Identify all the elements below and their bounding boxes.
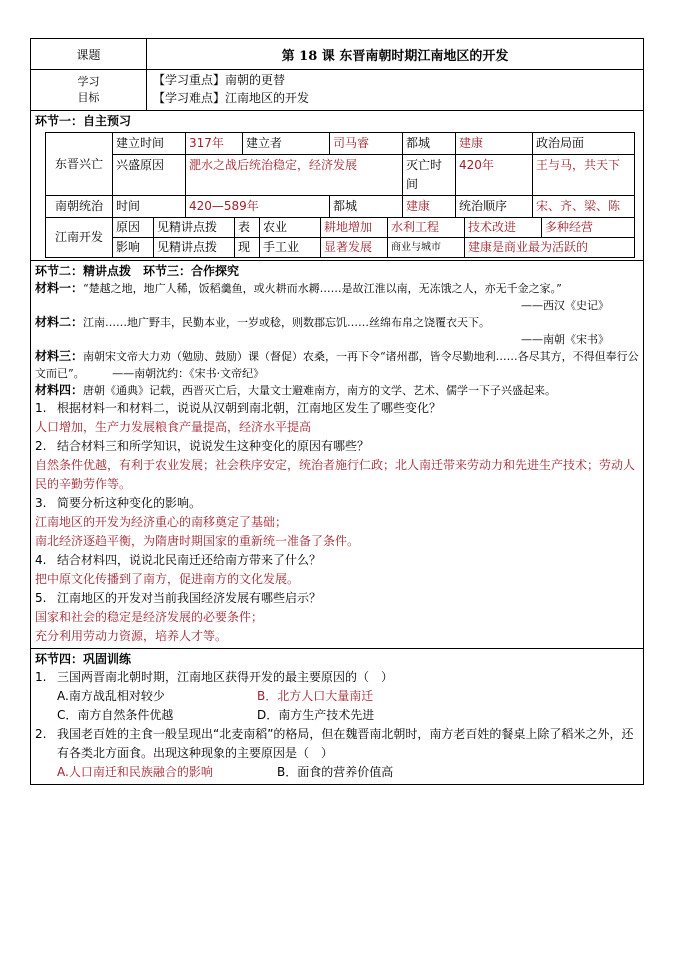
goals-label <box>31 70 147 110</box>
question-1 <box>35 399 639 418</box>
founder-label: 建立者 <box>243 133 330 155</box>
question-2 <box>35 437 639 456</box>
m4-tag: 材料四： <box>35 383 84 397</box>
answer-5-line1: 国家和社会的稳定是经济发展的必要条件； <box>35 610 264 624</box>
est-time: 317年 <box>186 133 243 155</box>
m3-text: 南朝宋文帝大力劝（勉励、鼓励）课（督促）农桑，一再下令“诸州郡，皆令尽勤地利……各尽其方，不得但奉行公文而已”。 ——南朝沈约：《宋书·文帝纪》 <box>35 350 639 380</box>
impact-label: 影响 <box>113 238 154 257</box>
key-point <box>153 71 637 89</box>
agri-2: 水利工程 <box>388 218 465 237</box>
capital: 建康 <box>456 133 533 155</box>
e2-text: 我国老百姓的主食一般呈现出“北麦南稻”的格局，但在魏晋南北朝时，南方老百姓的餐桌上除了稻米之外，还有各类北方面食。出现这种现象的主要原因是（ ） <box>57 727 634 760</box>
e2-option-b: B．面食的营养价值高 <box>277 765 394 779</box>
q4-text: 结合材料四，说说北民南迁还给南方带来了什么？ <box>57 553 322 567</box>
q2-text: 结合材料三和所学知识，说说发生这种变化的原因有哪些？ <box>57 439 370 453</box>
xian: 现 <box>235 238 260 257</box>
nc-capital-label: 都城 <box>330 196 403 218</box>
q2-num: 2. <box>35 439 47 453</box>
material-3 <box>35 348 639 382</box>
est-time-label: 建立时间 <box>113 133 186 155</box>
topic-label: 课题 <box>31 39 147 69</box>
order: 宋、齐、梁、陈 <box>533 196 635 218</box>
section-1-title: 环节一：自主预习 <box>35 114 132 128</box>
m1-text: “楚越之地，地广人稀，饭稻羹鱼，或火耕而水耨……是故江淮以南，无冻饿之人，亦无千金之家。” <box>83 282 562 295</box>
material-4 <box>35 382 639 399</box>
section-4-title: 环节四：巩固训练 <box>35 652 132 666</box>
m1-tag: 材料一： <box>35 281 84 295</box>
exercise-2-options <box>35 763 639 782</box>
rise-label: 兴盛原因 <box>113 155 186 196</box>
goals-label-line2: 目标 <box>77 91 100 104</box>
agri-4: 多种经营 <box>545 220 594 234</box>
goals-label-line1: 学习 <box>77 75 100 88</box>
material-2 <box>35 314 639 331</box>
answer-3-line1: 江南地区的开发为经济重心的南移奠定了基础； <box>35 515 288 529</box>
comm-text: 建康是商业最为活跃的 <box>468 240 589 254</box>
time: 420—589年 <box>186 196 330 218</box>
hand: 手工业 <box>260 238 321 257</box>
question-5 <box>35 589 639 608</box>
e1-option-d: D．南方生产技术先进 <box>257 708 375 722</box>
goals-row <box>31 70 643 111</box>
key-tag: 【学习重点】 <box>153 73 226 87</box>
pol-label: 政治局面 <box>533 133 635 155</box>
q4-num: 4. <box>35 553 47 567</box>
nc-label: 南朝统治 <box>46 196 113 218</box>
reason-label: 原因 <box>113 218 154 237</box>
q1-num: 1. <box>35 401 47 415</box>
material-1 <box>35 280 639 297</box>
fall: 420年 <box>456 155 533 196</box>
exercise-1 <box>35 668 639 687</box>
time-label: 时间 <box>113 196 186 218</box>
order-label: 统治顺序 <box>456 196 533 218</box>
question-4 <box>35 551 639 570</box>
e1-option-b: B．北方人口大量南迁 <box>257 689 374 703</box>
see1: 见精讲点拨 <box>154 218 235 237</box>
difficulty <box>153 89 637 107</box>
section-23 <box>31 261 643 649</box>
agri-1: 耕地增加 <box>321 218 388 237</box>
agri: 农业 <box>260 218 321 237</box>
e1-num: 1. <box>35 670 47 684</box>
e2-num: 2. <box>35 727 47 741</box>
pol: 王与马，共天下 <box>533 155 635 196</box>
e1-text: 三国两晋南北朝时期，江南地区获得开发的最主要原因的（ ） <box>57 670 394 684</box>
q5-text: 江南地区的开发对当前我国经济发展有哪些启示？ <box>57 591 322 605</box>
exercise-2 <box>35 725 639 763</box>
see2: 见精讲点拨 <box>154 238 235 257</box>
e1-option-c: C．南方自然条件优越 <box>57 708 174 722</box>
capital-label: 都城 <box>403 133 456 155</box>
rise: 淝水之战后统治稳定，经济发展 <box>186 155 403 196</box>
q3-num: 3. <box>35 496 47 510</box>
goals-content <box>147 70 643 110</box>
m2-text: 江南……地广野丰，民勤本业，一岁或稔，则数郡忘饥……丝绵布帛之饶覆衣天下。 <box>83 316 491 329</box>
biao: 表 <box>235 218 260 237</box>
lesson-sheet <box>30 38 644 785</box>
e2-option-a: A.人口南迁和民族融合的影响 <box>57 765 213 779</box>
answer-5-line2: 充分利用劳动力资源，培养人才等。 <box>35 629 228 643</box>
q5-num: 5. <box>35 591 47 605</box>
lesson-title: 第 18 课 东晋南朝时期江南地区的开发 <box>281 48 509 64</box>
m2-source: ——南朝《宋书》 <box>521 333 609 346</box>
m1-source: ——西汉《史记》 <box>521 299 609 312</box>
q3-text: 简要分析这种变化的影响。 <box>57 496 202 510</box>
exercise-1-options-1 <box>35 687 639 706</box>
m2-tag: 材料二： <box>35 315 84 329</box>
answer-4: 把中原文化传播到了南方，促进南方的文化发展。 <box>35 572 300 586</box>
preview-table <box>45 132 635 258</box>
section-23-title: 环节二：精讲点拨 环节三：合作探究 <box>35 264 240 278</box>
answer-1: 人口增加，生产力发展粮食产量提高，经济水平提高 <box>35 420 312 434</box>
answer-2: 自然条件优越，有利于农业发展；社会秩序安定，统治者施行仁政；北人南迁带来劳动力和先进生产技术；劳动人民的辛勤劳作等。 <box>35 458 636 491</box>
jn-label: 江南开发 <box>46 218 113 258</box>
diff-text: 江南地区的开发 <box>225 91 310 105</box>
diff-tag: 【学习难点】 <box>153 91 226 105</box>
section-4 <box>31 649 643 784</box>
e1-option-a: A.南方战乱相对较少 <box>57 689 165 703</box>
hand-1: 显著发展 <box>321 238 388 257</box>
m3-tag: 材料三： <box>35 349 84 363</box>
title-row <box>31 39 643 70</box>
dj-label: 东晋兴亡 <box>46 133 113 196</box>
exercise-1-options-2 <box>35 706 639 725</box>
key-text: 南朝的更替 <box>225 73 286 87</box>
agri-3: 技术改进 <box>465 218 542 237</box>
q1-text: 根据材料一和材料二，说说从汉朝到南北朝，江南地区发生了哪些变化？ <box>57 401 442 415</box>
nc-capital: 建康 <box>403 196 456 218</box>
fall-label: 灭亡时间 <box>403 155 456 196</box>
m4-text: 唐朝《通典》记载，西晋灭亡后，大量文士避难南方，南方的文学、艺术、儒学一下子兴盛起来。 <box>83 384 557 397</box>
comm: 商业与城市 <box>388 238 465 257</box>
section-1 <box>31 111 643 261</box>
founder: 司马睿 <box>330 133 403 155</box>
answer-3-line2: 南北经济逐趋平衡，为隋唐时期国家的重新统一准备了条件。 <box>35 534 360 548</box>
question-3 <box>35 494 639 513</box>
